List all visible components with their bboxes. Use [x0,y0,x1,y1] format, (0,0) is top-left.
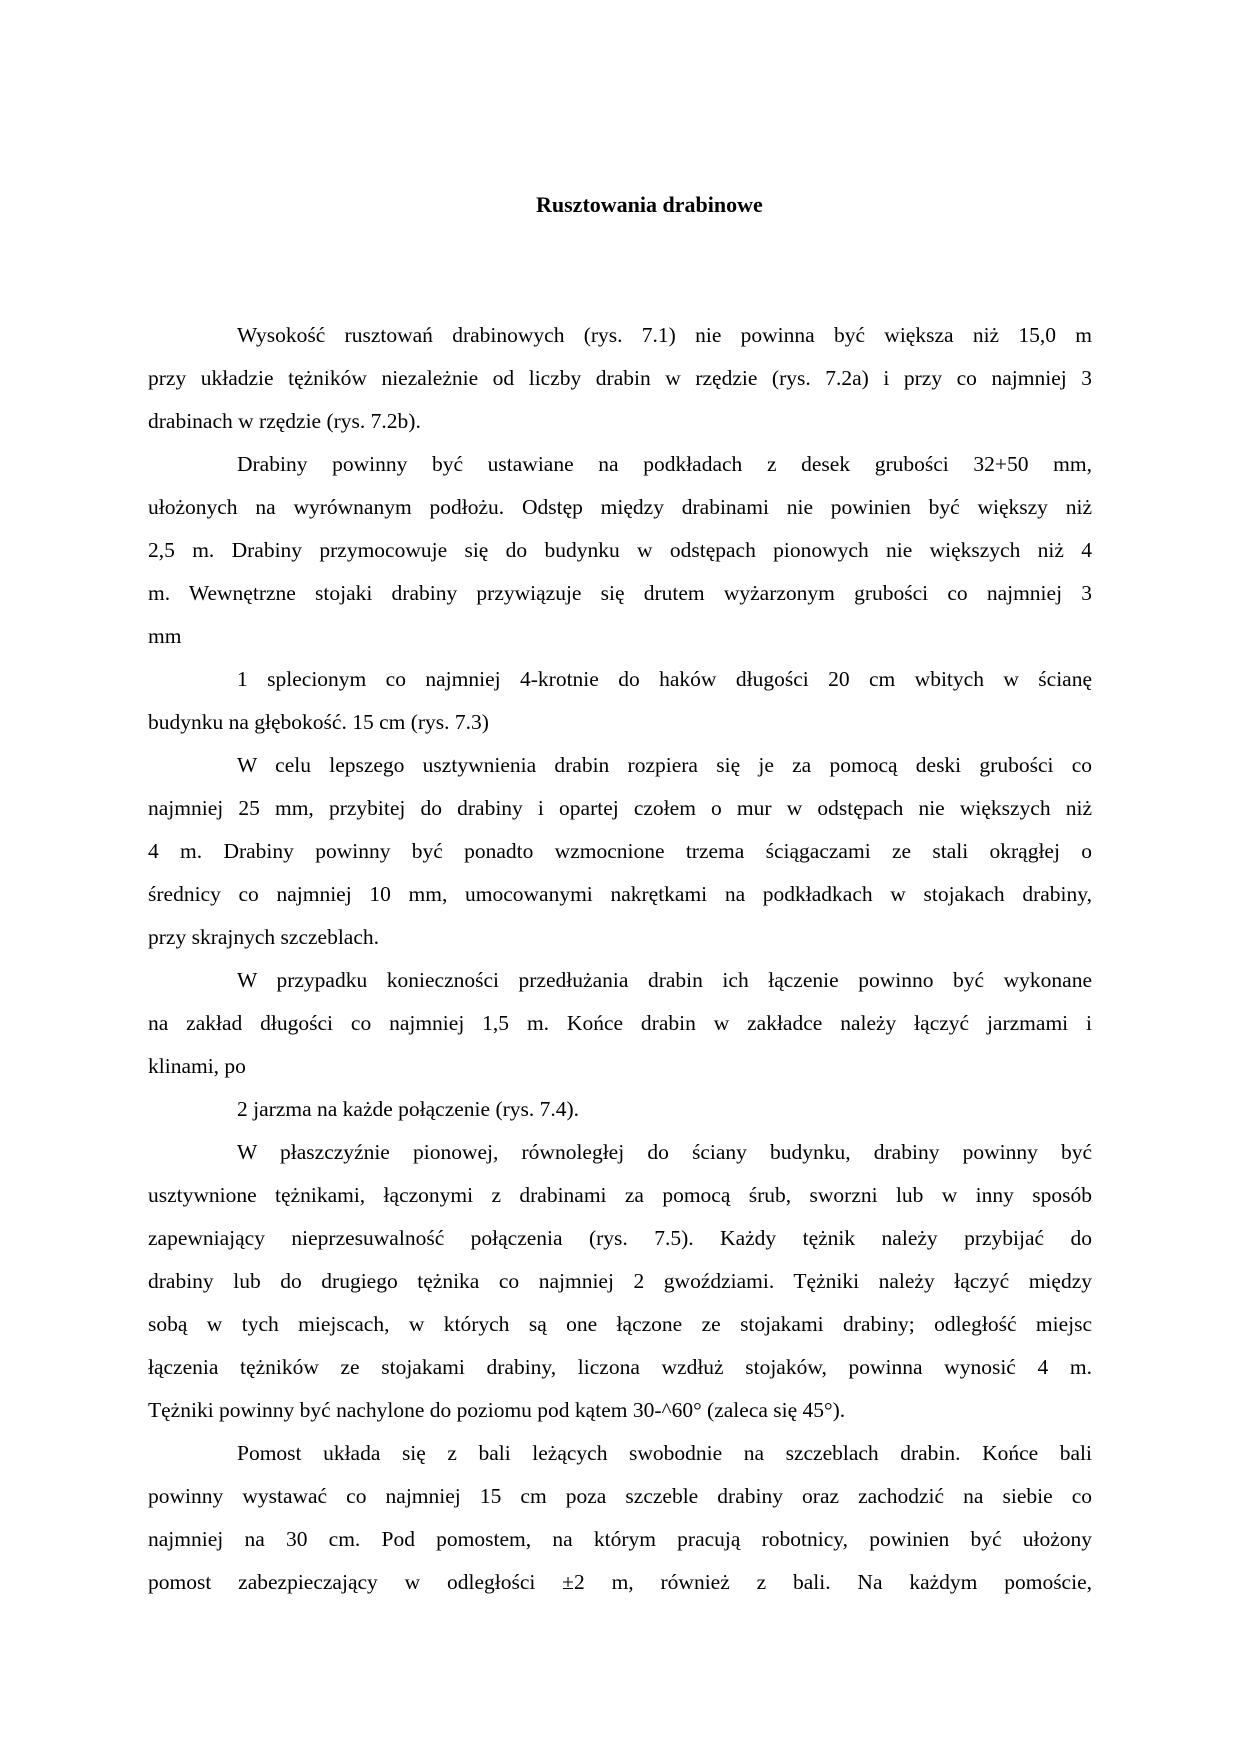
paragraph-line: 4 m. Drabiny powinny być ponadto wzmocnione trzema ściągaczami ze stali okrągłej o [148,839,1092,863]
paragraph-line: powinny wystawać co najmniej 15 cm poza szczeble drabiny oraz zachodzić na siebie co [148,1484,1092,1508]
document-title: Rusztowania drabinowe [536,192,763,217]
paragraph-line: m. Wewnętrzne stojaki drabiny przywiązuje się drutem wyżarzonym grubości co najmniej 3 [148,581,1092,605]
paragraph-line: 2,5 m. Drabiny przymocowuje się do budynku w odstępach pionowych nie większych niż 4 [148,538,1092,562]
paragraph-line: 1 splecionym co najmniej 4-krotnie do haków długości 20 cm wbitych w ścianę [237,667,1092,691]
paragraph-line: sobą w tych miejscach, w których są one łączone ze stojakami drabiny; odległość miejsc [148,1312,1092,1336]
paragraph-line: Wysokość rusztowań drabinowych (rys. 7.1) nie powinna być większa niż 15,0 m [237,323,1092,347]
paragraph-line: W celu lepszego usztywnienia drabin rozpiera się je za pomocą deski grubości co [237,753,1092,777]
paragraph-line: średnicy co najmniej 10 mm, umocowanymi nakrętkami na podkładkach w stojakach drabiny, [148,882,1092,906]
paragraph-line: pomost zabezpieczający w odległości ±2 m, również z bali. Na każdym pomoście, [148,1570,1092,1594]
paragraph-line: łączenia tężników ze stojakami drabiny, liczona wzdłuż stojaków, powinna wynosić 4 m. [148,1355,1092,1379]
paragraph-line: zapewniający nieprzesuwalność połączenia (rys. 7.5). Każdy tężnik należy przybijać do [148,1226,1092,1250]
paragraph-line: drabinach w rzędzie (rys. 7.2b). [148,409,421,433]
paragraph-line: drabiny lub do drugiego tężnika co najmniej 2 gwoździami. Tężniki należy łączyć między [148,1269,1092,1293]
paragraph-line: Pomost układa się z bali leżących swobodnie na szczeblach drabin. Końce bali [237,1441,1092,1465]
paragraph-line: przy skrajnych szczeblach. [148,925,380,949]
paragraph-line: ułożonych na wyrównanym podłożu. Odstęp między drabinami nie powinien być większy niż [148,495,1092,519]
paragraph-line: najmniej 25 mm, przybitej do drabiny i opartej czołem o mur w odstępach nie większych niż [148,796,1092,820]
paragraph-line: Drabiny powinny być ustawiane na podkładach z desek grubości 32+50 mm, [237,452,1092,476]
paragraph-line: 2 jarzma na każde połączenie (rys. 7.4). [237,1097,580,1121]
paragraph-line: przy układzie tężników niezależnie od liczby drabin w rzędzie (rys. 7.2a) i przy co najmniej 3 [148,366,1092,390]
paragraph-line: mm [148,624,182,648]
paragraph-line: W płaszczyźnie pionowej, równoległej do ściany budynku, drabiny powinny być [237,1140,1092,1164]
paragraph-line: usztywnione tężnikami, łączonymi z drabinami za pomocą śrub, sworzni lub w inny sposób [148,1183,1092,1207]
paragraph-line: W przypadku konieczności przedłużania drabin ich łączenie powinno być wykonane [237,968,1092,992]
paragraph-line: Tężniki powinny być nachylone do poziomu pod kątem 30-^60° (zaleca się 45°). [148,1398,846,1422]
paragraph-line: klinami, po [148,1054,246,1078]
paragraph-line: najmniej na 30 cm. Pod pomostem, na którym pracują robotnicy, powinien być ułożony [148,1527,1092,1551]
paragraph-line: budynku na głębokość. 15 cm (rys. 7.3) [148,710,489,734]
document-body [148,314,1092,1604]
paragraph-line: na zakład długości co najmniej 1,5 m. Końce drabin w zakładce należy łączyć jarzmami i [148,1011,1092,1035]
